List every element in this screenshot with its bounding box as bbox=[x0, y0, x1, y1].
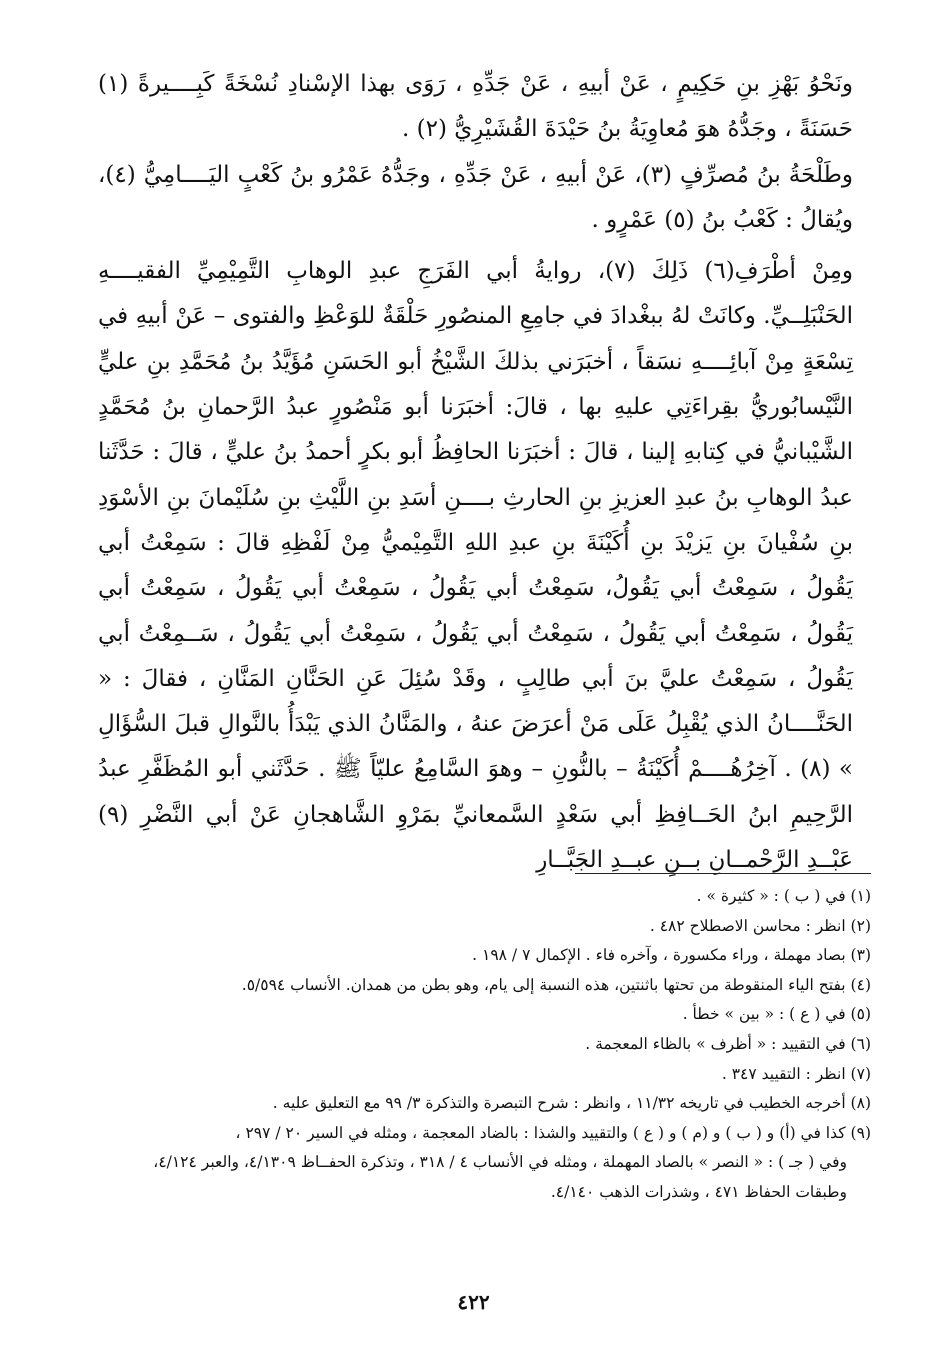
paragraph-talha: وطَلْحَةُ بنُ مُصرِّفٍ (٣)، عَنْ أبيهِ ، عَنْ جَدِّهِ ، وجَدُّهُ عَمْرُو بنُ كَعْبٍ اليَــــامِيُّ (٤)، ويُقالُ : كَعْبُ بنُ (٥) عَمْرٍو . bbox=[98, 161, 853, 233]
footnote-7: (٧) انظر : التقييد ٣٤٧ . bbox=[721, 1064, 871, 1083]
main-text bbox=[98, 62, 853, 883]
footnote-6: (٦) في التقييد : « أظرف » بالظاء المعجمة . bbox=[585, 1034, 871, 1053]
footnote-9: (٩) كذا في (أ) و ( ب ) و (م ) و ( ع ) والتقييد والشذا : بالضاد المعجمة ، ومثله في السير ٢٠ / ٢٩٧ ، bbox=[235, 1123, 871, 1142]
footnote-1: (١) في ( ب ) : « كثيرة » . bbox=[696, 887, 871, 905]
page-number: ٤٢٢ bbox=[457, 1290, 490, 1314]
paragraph-bahz: ونَحْوُ بَهْزِ بنِ حَكِيمٍ ، عَنْ أبيهِ ، عَنْ جَدِّهِ ، رَوَى بهذا الإسْنادِ نُسْخَةً كَبِــــيرةً (١) حَسَنَةً ، وجَدُّهُ هوَ مُعاوِيَةُ بنُ حَيْدَةَ القُشَيْرِيُّ (٢) . bbox=[98, 71, 853, 143]
footnote-separator bbox=[575, 873, 871, 874]
footnote-3: (٣) بصاد مهملة ، وراء مكسورة ، وآخره فاء . الإكمال ٧ / ١٩٨ . bbox=[472, 946, 871, 965]
footnotes bbox=[98, 882, 871, 1208]
footnote-5: (٥) في ( ع ) : « بين » خطأ . bbox=[682, 1005, 871, 1024]
footnote-8: (٨) أخرجه الخطيب في تاريخه ١١/٣٢ ، وانظر : شرح التبصرة والتذكرة ٣/ ٩٩ مع التعليق عليه . bbox=[272, 1094, 871, 1113]
footnote-9-continuation: وفي ( جـ ) : « النصر » بالصاد المهملة ، ومثله في الأنساب ٤ / ٣١٨ ، وتذكرة الحفــاظ ٤/١٣٠٩، والعبر ٤/١٢٤، وطبقات الحفاظ ٤٧١ ، وشذرات الذهب ٤/١٤٠. bbox=[153, 1153, 847, 1201]
footnote-2: (٢) انظر : محاسن الاصطلاح ٤٨٢ . bbox=[649, 916, 871, 935]
footnote-4: (٤) بفتح الياء المنقوطة من تحتها باثنتين، هذه النسبة إلى يام، وهو بطن من همدان. الأنساب ٥/٥٩٤. bbox=[241, 975, 871, 994]
paragraph-abu-alfaraj: ومِنْ أطْرَفِ(٦) ذَلِكَ (٧)، روايةُ أبي الفَرَجِ عبدِ الوهابِ التَّمِيْمِيِّ الفقيــــهِ الحَنْبَلِــيِّ. وكانَتْ لهُ ببغْدادَ في جامِعِ المنصُورِ حَلْقَةٌ للوَعْظِ والفتوى – عَنْ أبيهِ في تِسْعَةٍ مِنْ آبائِــــهِ نسَقاً ، أخبَرَني بذلكَ الشَّيْخُ أبو الحَسَنِ مُؤَيَّدُ بنُ مُحَمَّدِ بنِ عليٍّ النَّيْسابُوريُّ بقِراءَتِي عليهِ بها ، قالَ: أخبَرَنا أبو مَنْصُورٍ عبدُ الرَّحمانِ بنُ مُحَمَّدٍ الشَّيْبانيُّ في كِتابهِ إلينا ، قالَ : أخبَرَنا الحافِظُ أبو بكرٍ أحمدُ بنُ عليٍّ ، قالَ : حَدَّثَنا عبدُ الوهابِ بنُ عبدِ العزيزِ بنِ الحارثِ بــــنِ أسَدِ بنِ اللَّيْثِ بنِ سُلَيْمانَ بنِ الأسْوَدِ بنِ سُفْيانَ بنِ يَزيْدَ بنِ أُكَيْنَةَ بنِ عبدِ اللهِ التَّمِيْميُّ مِنْ لَفْظِهِ قالَ : سَمِعْتُ أبي يَقُولُ ، سَمِعْتُ أبي يَقُولُ، سَمِعْتُ أبي يَقُولُ ، سَمِعْتُ أبي يَقُولُ ، سَمِعْتُ أبي يَقُولُ ، سَمِعْتُ أبي يَقُولُ ، سَمِعْتُ أبي يَقُولُ ، سَمِعْتُ أبي يَقُولُ ، سَــمِعْتُ أبي يَقُولُ ، سَمِعْتُ عليَّ بنَ أبي طالِبٍ ، وقَدْ سُئِلَ عَنِ الحَنَّانِ المَنَّانِ ، فقالَ : « الحَنَّــــانُ الذي يُقْبِلُ عَلَى مَنْ أعرَضَ عنهُ ، والمَنَّانُ الذي يَبْدَأُ بالنَّوالِ قبلَ السُّؤَالِ » (٨) . آخِرُهُــــمْ أُكَيْنَةُ – بالنُّونِ – وهوَ السَّامِعُ عليّاً ﷺ . حَدَّثَني أبو المُظَفَّرِ عبدُ الرَّحِيمِ ابنُ الحَــافِظِ أبي سَعْدٍ السَّمعانيِّ بمَرْوِ الشَّاهجانِ عَنْ أبي النَّضْرِ (٩) عَبْــدِ الرَّحْمــانِ بــنِ عبــدِ الجَبَّــارِ bbox=[98, 258, 854, 874]
